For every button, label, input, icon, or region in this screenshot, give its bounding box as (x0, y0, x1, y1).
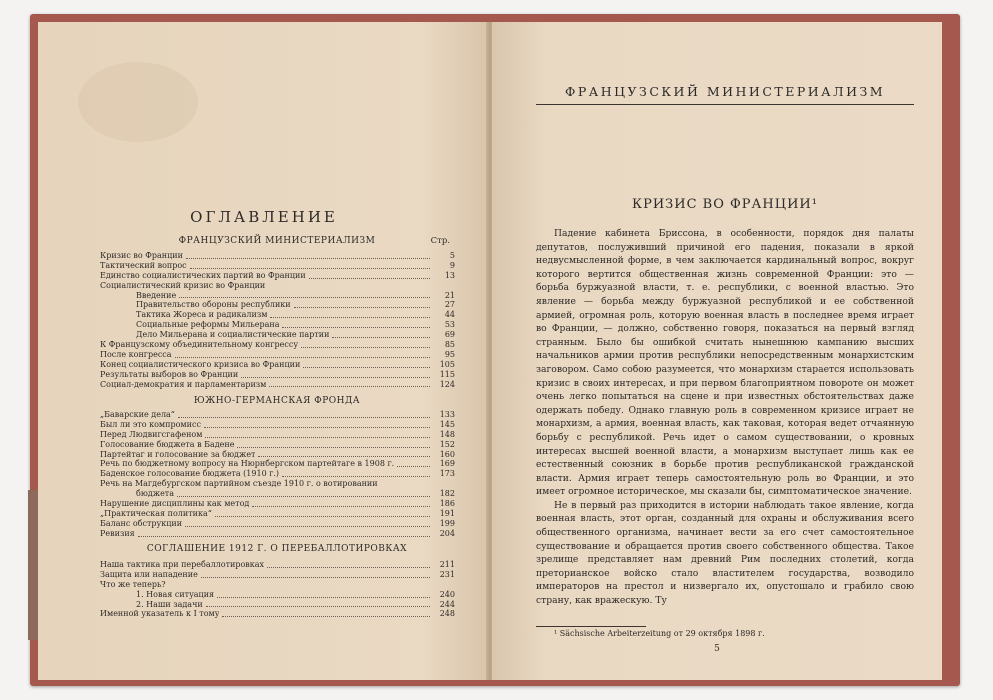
cover-edge (28, 490, 38, 640)
toc-entry (100, 529, 455, 539)
toc-entry (100, 499, 455, 509)
toc-leader-dots (217, 597, 430, 598)
toc-entry-title: „Практическая политика“ (100, 508, 212, 518)
toc-leader-dots (294, 307, 430, 308)
toc-entry (100, 271, 455, 281)
toc-entry-page: 69 (444, 330, 455, 340)
toc-entry-title: 2. Наши задачи (136, 599, 203, 609)
toc-entry-page: 169 (439, 459, 455, 469)
toc-leader-dots (237, 447, 430, 448)
toc-entry-title: Голосование бюджета в Бадене (100, 439, 235, 449)
toc-entry-title: „Баварские дела“ (100, 409, 175, 419)
toc-leader-dots (309, 278, 430, 279)
toc-leader-dots (138, 536, 430, 537)
toc-entry (100, 590, 455, 600)
toc-entry-title: Социалистический кризис во Франции (100, 280, 266, 290)
toc-entry-title: Ревизия (100, 528, 135, 538)
toc-entry (100, 580, 455, 590)
toc-leader-dots (175, 357, 430, 358)
toc-entry-page: 240 (439, 589, 455, 599)
toc-entry (100, 281, 455, 291)
toc-leader-dots (282, 476, 430, 477)
toc-entry-page: 199 (439, 518, 455, 528)
toc-entry (100, 440, 455, 450)
toc-entry-title: Социал-демократия и парламентаризм (100, 379, 267, 389)
toc-entry (100, 360, 455, 370)
toc-leader-dots (178, 417, 430, 418)
toc-entry-page: 27 (444, 300, 455, 310)
toc-entry (100, 320, 455, 330)
toc-entry-page: 124 (439, 379, 455, 389)
toc-entry-title: Тактика Жореса и радикализм (136, 310, 268, 320)
paragraph: Падение кабинета Бриссона, в особенности, порядок дня палаты депутатов, послуживший причиной его падения, показали в яркой недвусмысленной форме, в чем заключается кардинальный вопрос, вокруг которого вертится общественная жизнь современной Франции: это — борьба буржуазной власти, т. е. республики, с военной властью. Это явление — борьба между буржуазной республикой и ее собственной армией, огромная роль, которую военная власть в последнее время играет во Франции, — должно, собственно говоря, показаться на первый взгляд странным. Было бы ошибкой считать нынешнюю кампанию высших начальников армии против республики непосредственным монархистским заговором. Само собою разумеется, что монархизм старается использовать кризис в своих интересах, и при первом благоприятном повороте он может очень легко попытаться на сцене и при известных обстоятельствах даже одержать победу. Однако главную роль в современном кризисе играет не монархизм, а армия, военная власть, как таковая, которая ведет отчаянную борьбу с республикой. Речь идет о самом существовании, о кровных интересах высшей военной власти, а монархизм выступает лишь как ее естественный союзник в борьбе против республиканской гражданской власти. Армия играет теперь самостоятельную роль во Франции, и это имеет огромное историческое, мы сказали бы, симптоматическое значение. (536, 228, 914, 498)
toc-entry (100, 459, 455, 469)
toc-leader-dots (190, 268, 430, 269)
toc-leader-dots (267, 567, 430, 568)
toc-entry (100, 350, 455, 360)
toc-entry-title: Введение (136, 290, 177, 300)
toc-entry-page: 182 (439, 489, 455, 499)
toc-entry-page: 145 (439, 419, 455, 429)
toc-entry-title: Дело Мильерана и социалистические партии (136, 330, 330, 340)
toc-leader-dots (204, 427, 430, 428)
toc-entry-page: 211 (439, 559, 455, 569)
toc-entry-page: 105 (439, 359, 455, 369)
toc-entry (100, 509, 455, 519)
toc-section-heading: СОГЛАШЕНИЕ 1912 Г. О ПЕРЕБАЛЛОТИРОВКАХ (146, 544, 408, 554)
toc-entry-page: 204 (439, 528, 455, 538)
toc-leader-dots (303, 367, 430, 368)
page-number: 5 (714, 644, 720, 654)
toc-entry-title: Был ли это компромисс (100, 419, 201, 429)
toc-entry (100, 560, 455, 570)
toc-leader-dots (241, 377, 430, 378)
toc-entry (100, 261, 455, 271)
body-text (536, 227, 914, 608)
toc-entry-title: Речь по бюджетному вопросу на Нюрнбергском партейтаге в 1908 г. (100, 459, 395, 469)
toc-leader-dots (186, 258, 430, 259)
toc-entry (100, 479, 455, 489)
toc-entry (100, 310, 455, 320)
toc-section-heading: ФРАНЦУЗСКИЙ МИНИСТЕРИАЛИЗМ (178, 236, 376, 246)
toc-entry (100, 519, 455, 529)
toc-entry (100, 609, 455, 619)
chapter-title: КРИЗИС ВО ФРАНЦИИ¹ (632, 197, 818, 212)
toc-leader-dots (269, 386, 430, 387)
toc-entry-page: 148 (439, 429, 455, 439)
toc-entry-title: Тактический вопрос (100, 260, 187, 270)
toc-entry (100, 291, 455, 301)
toc-entry-title: Именной указатель к I тому (100, 609, 220, 619)
toc-entry-title: Перед Людвигсгафеном (100, 429, 203, 439)
toc-entry-title: Речь на Магдебургском партийном съезде 1910 г. о вотировании (100, 479, 378, 489)
toc-entry-title: Единство социалистических партий во Франции (100, 270, 306, 280)
toc-entry-page: 231 (439, 569, 455, 579)
toc-list (100, 560, 455, 619)
toc-entry-page: 152 (439, 439, 455, 449)
toc-entry (100, 300, 455, 310)
toc-leader-dots (252, 506, 430, 507)
toc-leader-dots (201, 577, 430, 578)
toc-entry-title: Баланс обструкции (100, 518, 183, 528)
toc-entry-title: Баденское голосование бюджета (1910 г.) (100, 469, 280, 479)
running-head-rule (536, 104, 914, 105)
left-page (38, 22, 490, 680)
toc-entry (100, 469, 455, 479)
page-column-label: Стр. (430, 236, 450, 246)
toc-entry-page: 5 (449, 250, 455, 260)
toc-entry-page: 21 (444, 290, 455, 300)
toc-section-heading: ЮЖНО-ГЕРМАНСКАЯ ФРОНДА (193, 396, 361, 406)
toc-entry-title: К Французскому объединительному конгрессу (100, 340, 299, 349)
toc-leader-dots (258, 456, 430, 457)
toc-entry-title: Результаты выборов во Франции (100, 369, 239, 379)
toc-entry-page: 248 (439, 609, 455, 619)
toc-entry-title: Нарушение дисциплины как метод (100, 499, 250, 508)
toc-entry (100, 340, 455, 350)
toc-entry (100, 489, 455, 499)
toc-entry-page: 95 (444, 349, 455, 359)
toc-entry-page: 186 (439, 499, 455, 508)
toc-leader-dots (301, 347, 430, 348)
toc-leader-dots (177, 496, 430, 497)
toc-entry-page: 244 (439, 599, 455, 609)
toc-entry (100, 430, 455, 440)
toc-entry-title: После конгресса (100, 349, 172, 359)
right-page (492, 22, 942, 680)
toc-leader-dots (222, 616, 430, 617)
toc-leader-dots (282, 327, 430, 328)
toc-leader-dots (215, 516, 430, 517)
toc-entry-page: 191 (439, 508, 455, 518)
page-stain (78, 62, 198, 142)
toc-leader-dots (185, 526, 430, 527)
toc-entry (100, 251, 455, 261)
toc-list (100, 251, 455, 389)
toc-entry-page: 160 (439, 449, 455, 459)
toc-entry-page: 9 (449, 260, 455, 270)
toc-leader-dots (270, 317, 430, 318)
toc-entry (100, 330, 455, 340)
toc-entry (100, 420, 455, 430)
footnote: ¹ Sächsische Arbeiterzeitung от 29 октября 1898 г. (554, 629, 765, 638)
toc-entry-page: 115 (439, 369, 455, 379)
toc-leader-dots (179, 297, 430, 298)
paragraph: Не в первый раз приходится в истории наблюдать такое явление, когда военная власть, этот орган, созданный для охраны и обслуживания всего общественного организма, начинает вести за его счет самостоятельное существование и обращается против своего собственного общества. Такое зрелище представляет нам древний Рим последних столетий, когда преторианское войско стало властителем государства, возводило императоров на престол и низвергало их, опустошало и грабило свою страну, как вражескую. Ту (536, 499, 914, 607)
toc-entry-page: 13 (444, 270, 455, 280)
toc-leader-dots (397, 466, 430, 467)
toc-entry-page: 53 (444, 320, 455, 330)
toc-entry (100, 600, 455, 610)
toc-entry-title: 1. Новая ситуация (136, 589, 215, 599)
toc-entry-title: Что же теперь? (100, 579, 166, 589)
toc-entry-page: 85 (444, 340, 455, 349)
running-head: ФРАНЦУЗСКИЙ МИНИСТЕРИАЛИЗМ (564, 84, 886, 99)
toc-leader-dots (205, 437, 430, 438)
toc-entry-page: 133 (439, 409, 455, 419)
toc-entry-title: Кризис во Франции (100, 250, 183, 260)
toc-entry (100, 570, 455, 580)
toc-entry-title: Наша тактика при перебаллотировках (100, 559, 265, 569)
toc-entry (100, 450, 455, 460)
toc-leader-dots (206, 606, 430, 607)
toc-entry-title: Правительство обороны республики (136, 300, 291, 310)
toc-entry-page: 44 (444, 310, 455, 320)
toc-entry-title: бюджета (136, 489, 174, 499)
toc-leader-dots (332, 337, 430, 338)
toc-entry (100, 380, 455, 390)
toc-title: ОГЛАВЛЕНИЕ (190, 208, 338, 226)
toc-list (100, 410, 455, 539)
toc-entry-title: Социальные реформы Мильерана (136, 320, 280, 330)
toc-entry (100, 370, 455, 380)
toc-entry-title: Защита или нападение (100, 569, 198, 579)
toc-entry (100, 410, 455, 420)
toc-entry-title: Конец социалистического кризиса во Франции (100, 359, 301, 369)
toc-entry-title: Партейтаг и голосование за бюджет (100, 449, 256, 459)
toc-entry-page: 173 (439, 469, 455, 479)
footnote-rule (536, 626, 646, 627)
